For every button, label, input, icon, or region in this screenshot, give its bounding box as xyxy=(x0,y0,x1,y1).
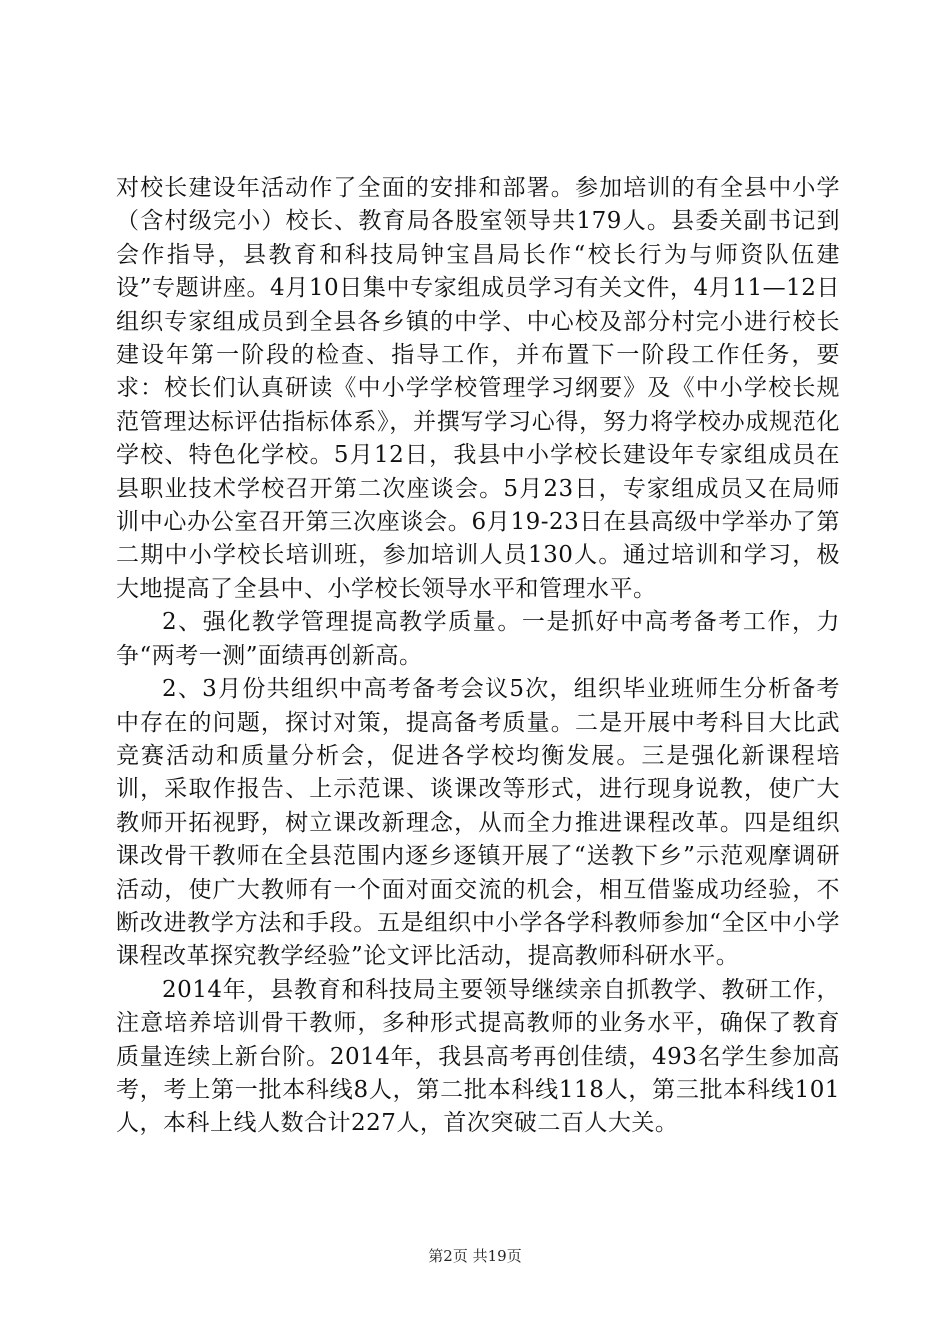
page-footer xyxy=(0,1245,950,1266)
paragraph-1: 对校长建设年活动作了全面的安排和部署。参加培训的有全县中小学（含村级完小）校长、教育局各股室领导共179人。县委关副书记到会作指导，县教育和科技局钟宝昌局长作“校长行为与师资队伍建设”专题讲座。4月10日集中专家组成员学习有关文件，4月11—12日组织专家组成员到全县各乡镇的中学、中心校及部分村完小进行校长建设年第一阶段的检查、指导工作，并布置下一阶段工作任务，要求：校长们认真研读《中小学学校管理学习纲要》及《中小学校长规范管理达标评估指标体系》，并撰写学习心得，努力将学校办成规范化学校、特色化学校。5月12日，我县中小学校长建设年专家组成员在县职业技术学校召开第二次座谈会。5月23日，专家组成员又在局师训中心办公室召开第三次座谈会。6月19-23日在县高级中学举办了第二期中小学校长培训班，参加培训人员130人。通过培训和学习，极大地提高了全县中、小学校长领导水平和管理水平。 xyxy=(116,175,840,602)
document-body xyxy=(116,172,840,1141)
page-number-label: 第2页 共19页 xyxy=(428,1247,522,1265)
paragraph-3: 2、3月份共组织中高考备考会议5次，组织毕业班师生分析备考中存在的问题，探讨对策，提高备考质量。二是开展中考科目大比武竞赛活动和质量分析会，促进各学校均衡发展。三是强化新课程培训，采取作报告、上示范课、谈课改等形式，进行现身说教，使广大教师开拓视野，树立课改新理念，从而全力推进课程改革。四是组织课改骨干教师在全县范围内逐乡逐镇开展了“送教下乡”示范观摩调研活动，使广大教师有一个面对面交流的机会，相互借鉴成功经验，不断改进教学方法和手段。五是组织中小学各学科教师参加“全区中小学课程改革探究教学经验”论文评比活动，提高教师科研水平。 xyxy=(116,676,840,970)
paragraph-4: 2014年，县教育和科技局主要领导继续亲自抓教学、教研工作，注意培养培训骨干教师，多种形式提高教师的业务水平，确保了教育质量连续上新台阶。2014年，我县高考再创佳绩，493名学生参加高考，考上第一批本科线8人，第二批本科线118人，第三批本科线101人，本科上线人数合计227人，首次突破二百人大关。 xyxy=(116,976,840,1137)
paragraph-2: 2、强化教学管理提高教学质量。一是抓好中高考备考工作，力争“两考一测”面绩再创新高。 xyxy=(116,609,840,669)
